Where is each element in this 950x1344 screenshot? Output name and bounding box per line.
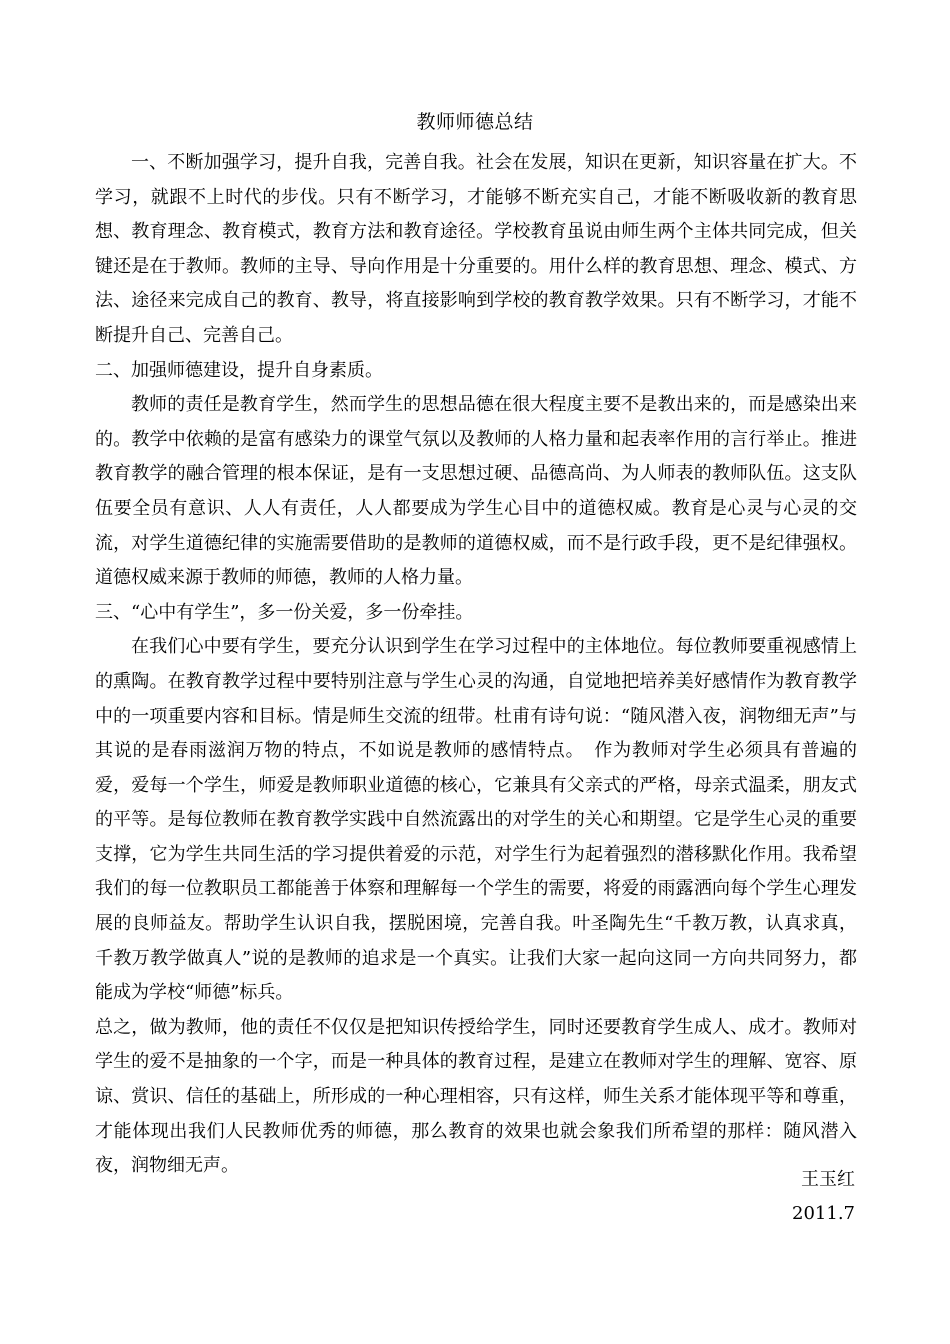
- author-name: 王玉红: [801, 1169, 855, 1190]
- document-date: 2011.7: [792, 1203, 855, 1224]
- section-heading-2: 二、加强师德建设，提升自身素质。: [95, 359, 383, 381]
- document-title: 教师师德总结: [416, 111, 534, 133]
- document-body: [95, 146, 857, 1184]
- conclusion-paragraph: 总之，做为教师，他的责任不仅仅是把知识传授给学生，同时还要教育学生成人、成才。教师对学生的爱不是抽象的一个字，而是一种具体的教育过程，是建立在教师对学生的理解、宽容、原谅、赏识、信任的基础上，所形成的一种心理相容，只有这样，师生关系才能体现平等和尊重，才能体现出我们人民教师优秀的师德，那么教育的效果也就会象我们所希望的那样：随风潜入夜，润物细无声。: [95, 1016, 857, 1177]
- paragraph-1: 一、不断加强学习，提升自我，完善自我。社会在发展，知识在更新，知识容量在扩大。不学习，就跟不上时代的步伐。只有不断学习，才能够不断充实自己，才能不断吸收新的教育思想、教育理念、教育模式，教育方法和教育途径。学校教育虽说由师生两个主体共同完成，但关键还是在于教师。教师的主导、导向作用是十分重要的。用什么样的教育思想、理念、模式、方法、途径来完成自己的教育、教导，将直接影响到学校的教育教学效果。只有不断学习，才能不断提升自己、完善自己。: [95, 152, 857, 346]
- signature-block: [792, 1163, 855, 1231]
- paragraph-3: 在我们心中要有学生，要充分认识到学生在学习过程中的主体地位。每位教师要重视感情上的熏陶。在教育教学过程中要特别注意与学生心灵的沟通，自觉地把培养美好感情作为教育教学中的一项重要内容和目标。情是师生交流的纽带。杜甫有诗句说：“随风潜入夜，润物细无声”与其说的是春雨滋润万物的特点，不如说是教师的感情特点。 作为教师对学生必须具有普遍的爱，爱每一个学生，师爱是教师职业道德的核心，它兼具有父亲式的严格，母亲式温柔，朋友式的平等。是每位教师在教育教学实践中自然流露出的对学生的关心和期望。它是学生心灵的重要支撑，它为学生共同生活的学习提供着爱的示范，对学生行为起着强烈的潜移默化作用。我希望我们的每一位教职员工都能善于体察和理解每一个学生的需要，将爱的雨露洒向每个学生心理发展的良师益友。帮助学生认识自我，摆脱困境，完善自我。叶圣陶先生“千教万教，认真求真，千教万教学做真人”说的是教师的追求是一个真实。让我们大家一起向这同一方向共同努力，都能成为学校“师德”标兵。: [95, 636, 857, 1004]
- paragraph-2: 教师的责任是教育学生，然而学生的思想品德在很大程度主要不是教出来的，而是感染出来的。教学中依赖的是富有感染力的课堂气氛以及教师的人格力量和起表率作用的言行举止。推进教育教学的融合管理的根本保证，是有一支思想过硬、品德高尚、为人师表的教师队伍。这支队伍要全员有意识、人人有责任，人人都要成为学生心目中的道德权威。教育是心灵与心灵的交流，对学生道德纪律的实施需要借助的是教师的道德权威，而不是行政手段，更不是纪律强权。道德权威来源于教师的师德，教师的人格力量。: [95, 394, 857, 589]
- section-heading-3: 三、“心中有学生”，多一份关爱，多一份牵挂。: [95, 601, 474, 623]
